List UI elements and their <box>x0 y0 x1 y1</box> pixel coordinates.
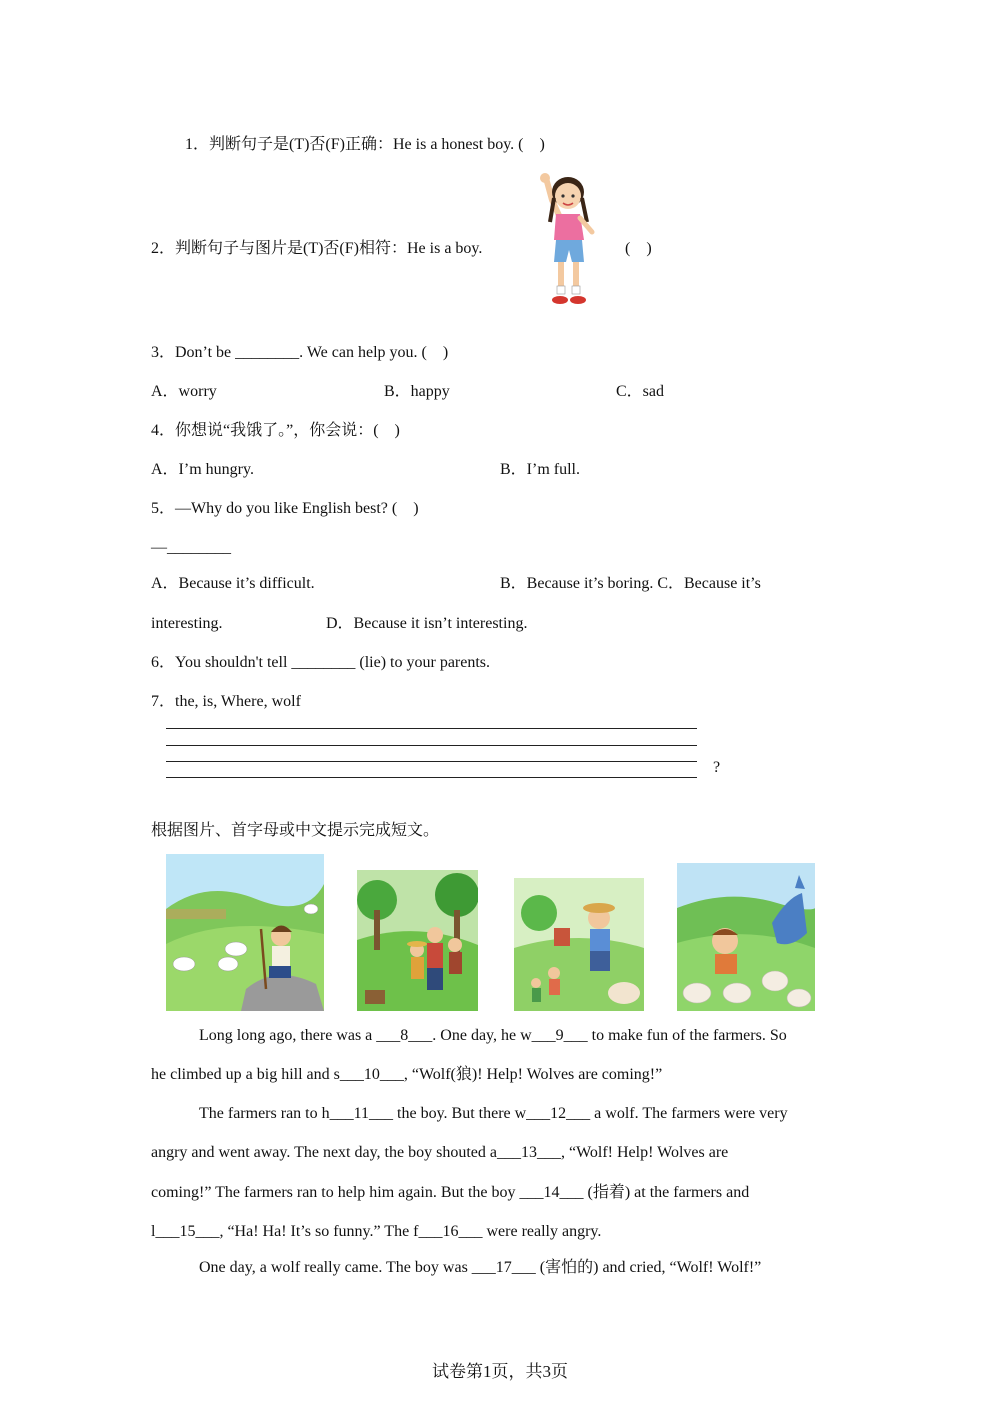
question-6: 6．You shouldn't tell ________ (lie) to your parents. <box>151 654 491 671</box>
question-7-end-mark: ? <box>713 759 721 776</box>
question-4-option-b: B．I’m full. <box>500 461 580 478</box>
passage-line-1: Long long ago, there was a ___8___. One day, he w___9___ to make fun of the farmers. So <box>199 1027 787 1044</box>
passage-line-6: l___15___, “Ha! Ha! It’s so funny.” The f___16___ were really angry. <box>151 1223 602 1240</box>
question-1: 1．判断句子是(T)否(F)正确：He is a honest boy. ( ) <box>185 136 545 153</box>
passage-heading: 根据图片、首字母或中文提示完成短文。 <box>151 822 440 839</box>
question-4: 4．你想说“我饿了。”，你会说：( ) <box>151 422 400 439</box>
passage-line-5: coming!” The farmers ran to help him again. But the boy ___14___ (指着) at the farmers and <box>151 1184 750 1201</box>
wolf-attacking-sheep-icon <box>677 863 815 1011</box>
passage-line-3: The farmers ran to h___11___ the boy. But there w___12___ a wolf. The farmers were very <box>199 1105 788 1122</box>
question-5-option-d: D．Because it isn’t interesting. <box>326 615 528 632</box>
question-2: 2．判断句子与图片是(T)否(F)相符：He is a boy. <box>151 240 483 257</box>
question-5: 5．—Why do you like English best? ( ) <box>151 500 419 517</box>
page-footer: 试卷第1页，共3页 <box>432 1362 568 1381</box>
question-5-answer-line: —________ <box>151 539 231 556</box>
question-3-option-a: A．worry <box>151 383 217 400</box>
question-5-option-c-cont: interesting. <box>151 615 223 632</box>
question-5-option-a: A．Because it’s difficult. <box>151 575 315 592</box>
answer-line-1[interactable] <box>166 728 697 729</box>
question-2-answer-paren: ( ) <box>625 240 652 257</box>
answer-line-4[interactable] <box>166 777 697 778</box>
passage-line-7: One day, a wolf really came. The boy was ___17___ (害怕的) and cried, “Wolf! Wolf!” <box>199 1259 762 1276</box>
question-3-option-c: C．sad <box>616 383 665 400</box>
girl-cartoon-icon <box>532 170 605 313</box>
question-7: 7．the, is, Where, wolf <box>151 693 301 710</box>
passage-line-4: angry and went away. The next day, the boy shouted a___13___, “Wolf! Help! Wolves are <box>151 1144 729 1161</box>
question-3-option-b: B．happy <box>384 383 450 400</box>
answer-line-3[interactable] <box>166 761 697 762</box>
passage-line-2: he climbed up a big hill and s___10___, “Wolf(狼)! Help! Wolves are coming!” <box>151 1066 663 1083</box>
boy-laughing-icon <box>514 878 644 1011</box>
question-4-option-a: A．I’m hungry. <box>151 461 254 478</box>
question-3: 3．Don’t be ________. We can help you. ( ) <box>151 344 449 361</box>
question-5-option-b-c: B．Because it’s boring. C．Because it’s <box>500 575 761 592</box>
boy-shepherd-sheep-icon <box>166 854 324 1011</box>
answer-line-2[interactable] <box>166 745 697 746</box>
farmers-running-icon <box>357 870 478 1011</box>
